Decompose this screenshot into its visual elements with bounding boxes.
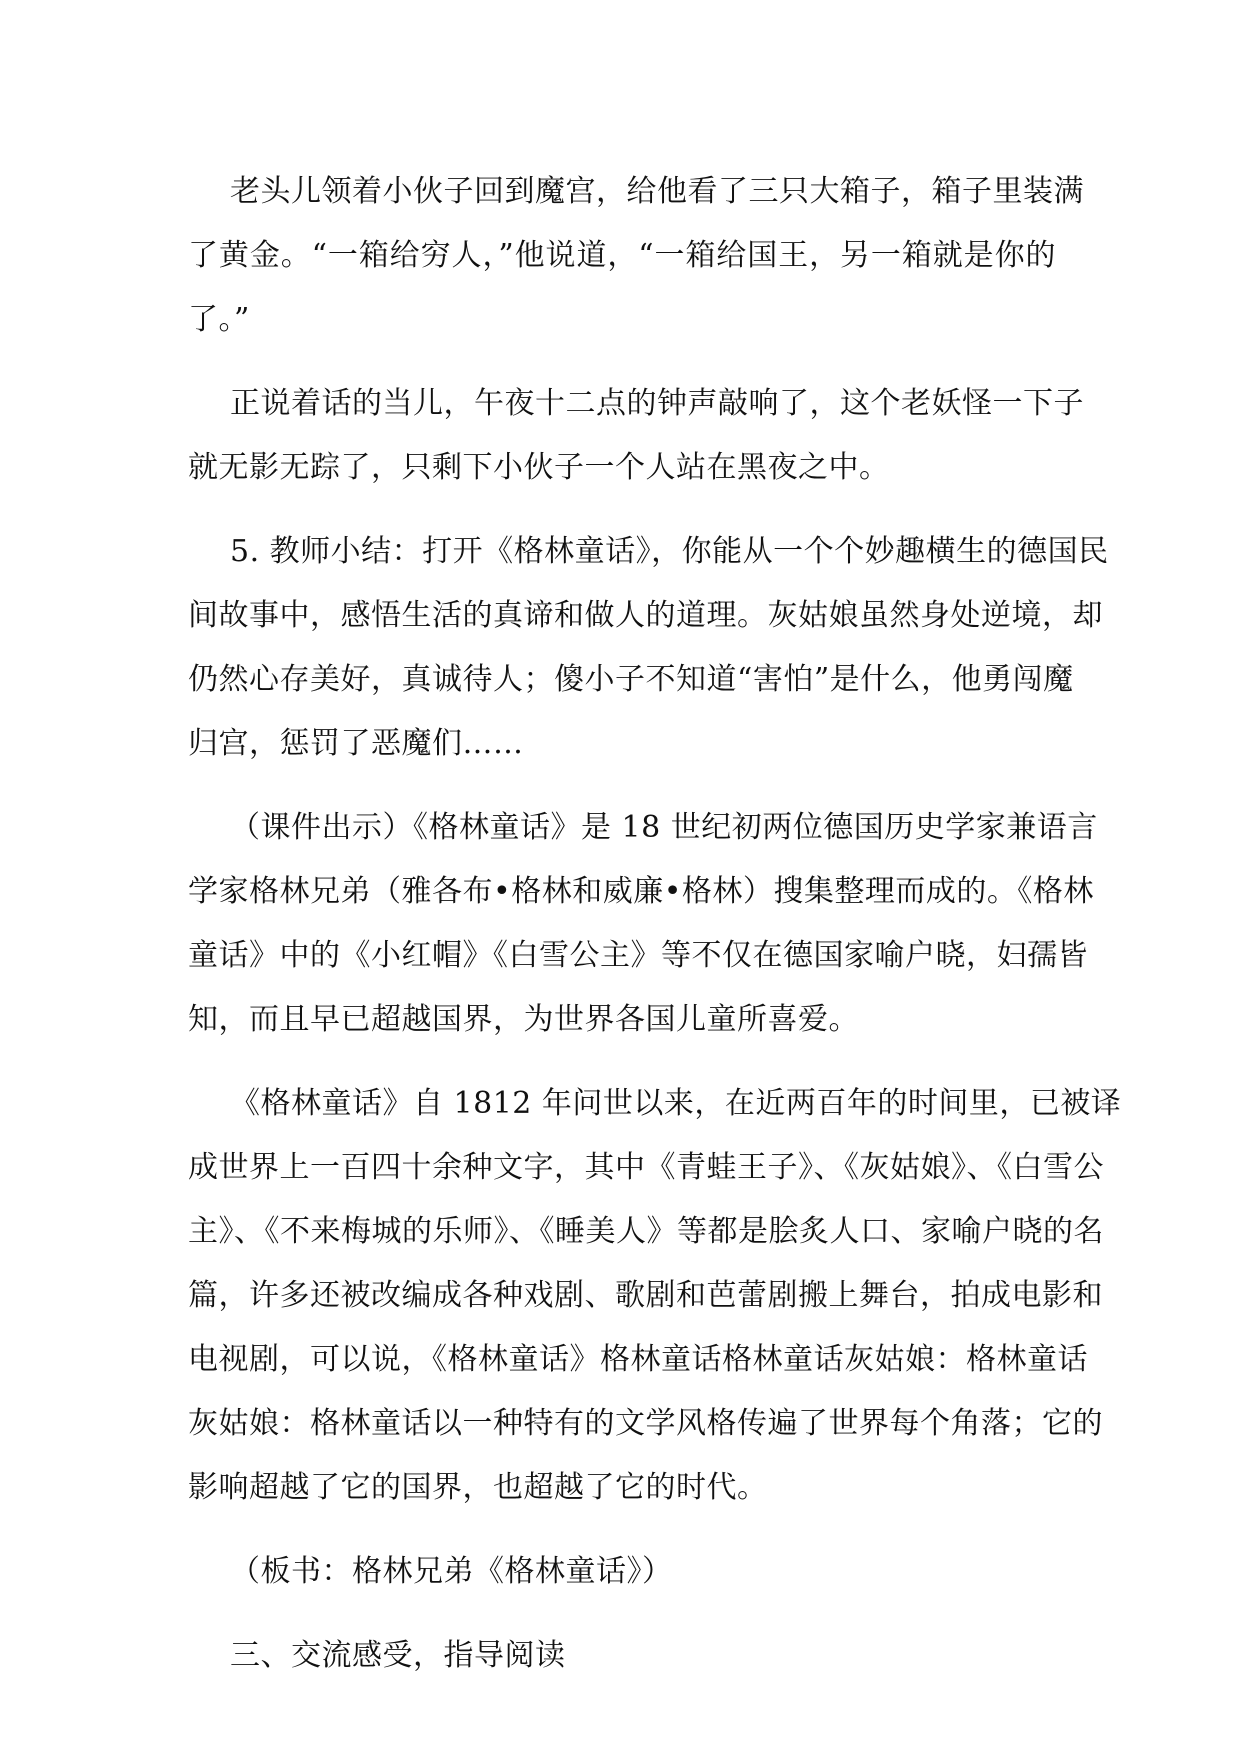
text-line: 篇，许多还被改编成各种戏剧、歌剧和芭蕾剧搬上舞台，拍成电影和	[188, 1278, 1103, 1313]
text-line: 成世界上一百四十余种文字，其中《青蛙王子》、《灰姑娘》、《白雪公	[188, 1150, 1104, 1185]
text-line: 归宫，惩罚了恶魔们……	[188, 726, 524, 761]
text-line: （课件出示）《格林童话》是 18 世纪初两位德国历史学家兼语言	[230, 810, 1098, 845]
text-line: 间故事中，感悟生活的真谛和做人的道理。灰姑娘虽然身处逆境，却	[188, 598, 1103, 633]
paragraph-midnight	[188, 372, 1084, 500]
text-line: 影响超越了它的国界，也超越了它的时代。	[188, 1470, 768, 1505]
text-line: 《格林童话》自 1812 年问世以来，在近两百年的时间里，已被译	[230, 1086, 1122, 1121]
text-line: 童话》中的《小红帽》《白雪公主》等不仅在德国家喻户晓，妇孺皆	[188, 938, 1088, 973]
text-line: 5. 教师小结：打开《格林童话》，你能从一个个妙趣横生的德国民	[230, 534, 1109, 569]
text-line: 就无影无踪了，只剩下小伙子一个人站在黑夜之中。	[188, 450, 890, 485]
text-line: 学家格林兄弟（雅各布•格林和威廉•格林）搜集整理而成的。《格林	[188, 874, 1094, 909]
paragraph-blackboard	[188, 1540, 1056, 1604]
text-line: 仍然心存美好，真诚待人；傻小子不知道“害怕”是什么，他勇闯魔	[188, 662, 1074, 697]
paragraph-treasure-boxes	[188, 160, 1084, 352]
text-line: （板书：格林兄弟《格林童话》）	[230, 1554, 673, 1589]
section-heading-3	[188, 1624, 1056, 1688]
text-line: 老头儿领着小伙子回到魔宫，给他看了三只大箱子，箱子里装满	[230, 174, 1084, 209]
paragraph-courseware	[188, 796, 1098, 1052]
text-line: 灰姑娘：格林童话以一种特有的文学风格传遍了世界每个角落；它的	[188, 1406, 1103, 1441]
text-line: 了。”	[188, 302, 250, 337]
document-body	[188, 160, 1122, 1688]
text-line: 三、交流感受，指导阅读	[230, 1638, 566, 1673]
text-line: 正说着话的当儿，午夜十二点的钟声敲响了，这个老妖怪一下子	[230, 386, 1084, 421]
text-line: 知，而且早已超越国界，为世界各国儿童所喜爱。	[188, 1002, 859, 1037]
text-line: 主》、《不来梅城的乐师》、《睡美人》等都是脍炙人口、家喻户晓的名	[188, 1214, 1104, 1249]
text-line: 了黄金。“一箱给穷人，”他说道，“一箱给国王，另一箱就是你的	[188, 238, 1056, 273]
paragraph-teacher-summary	[188, 520, 1109, 776]
paragraph-history	[188, 1072, 1122, 1520]
text-line: 电视剧，可以说，《格林童话》格林童话格林童话灰姑娘：格林童话	[188, 1342, 1088, 1377]
